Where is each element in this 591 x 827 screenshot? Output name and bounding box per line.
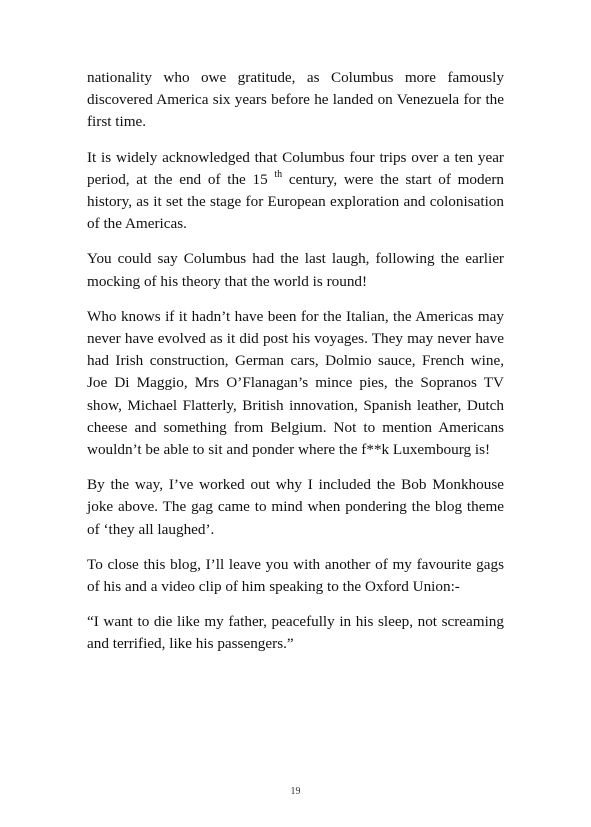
paragraph-last-laugh: You could say Columbus had the last laugh, following the earlier mocking of his theory that the world is round! [87,250,504,290]
paragraph-columbus-gratitude: nationality who owe gratitude, as Columbus more famously discovered America six years before he landed on Venezuela for the first time. [87,69,504,131]
paragraph-columbus-trips [87,147,504,236]
paragraph-closing: To close this blog, I’ll leave you with another of my favourite gags of his and a video clip of him speaking to the Oxford Union:- [87,555,504,596]
paragraph-text-before-superscript: It is widely acknowledged that Columbus four trips over a ten year period, at the end of the 15 [87,148,504,188]
paragraph-text-after-superscript: century, were the start of modern history, as it set the stage for European exploration and colonisation of the Americas. [87,170,504,233]
page-number: 19 [290,786,301,797]
quote-paragraph: “I want to die like my father, peacefully in his sleep, not screaming and terrified, like his passengers.” [87,613,504,653]
paragraph-who-knows: Who knows if it hadn’t have been for the Italian, the Americas may never have evolved as it did post his voyages. They may never have had Irish construction, German cars, Dolmio sauce, French wine, Joe Di Maggio, Mrs O’Flanagan’s mince pies, the Sopranos TV show, Michael Flatterly, British innovation, Spanish leather, Dutch cheese and something from Belgium. Not to mention Americans wouldn’t be able to sit and ponder where the f**k Luxembourg is! [87,307,504,459]
paragraph-by-the-way: By the way, I’ve worked out why I included the Bob Monkhouse joke above. The gag came to mind when pondering the blog theme of ‘they all laughed’. [87,476,504,538]
ordinal-superscript: th [274,168,283,180]
body-text [87,67,504,669]
